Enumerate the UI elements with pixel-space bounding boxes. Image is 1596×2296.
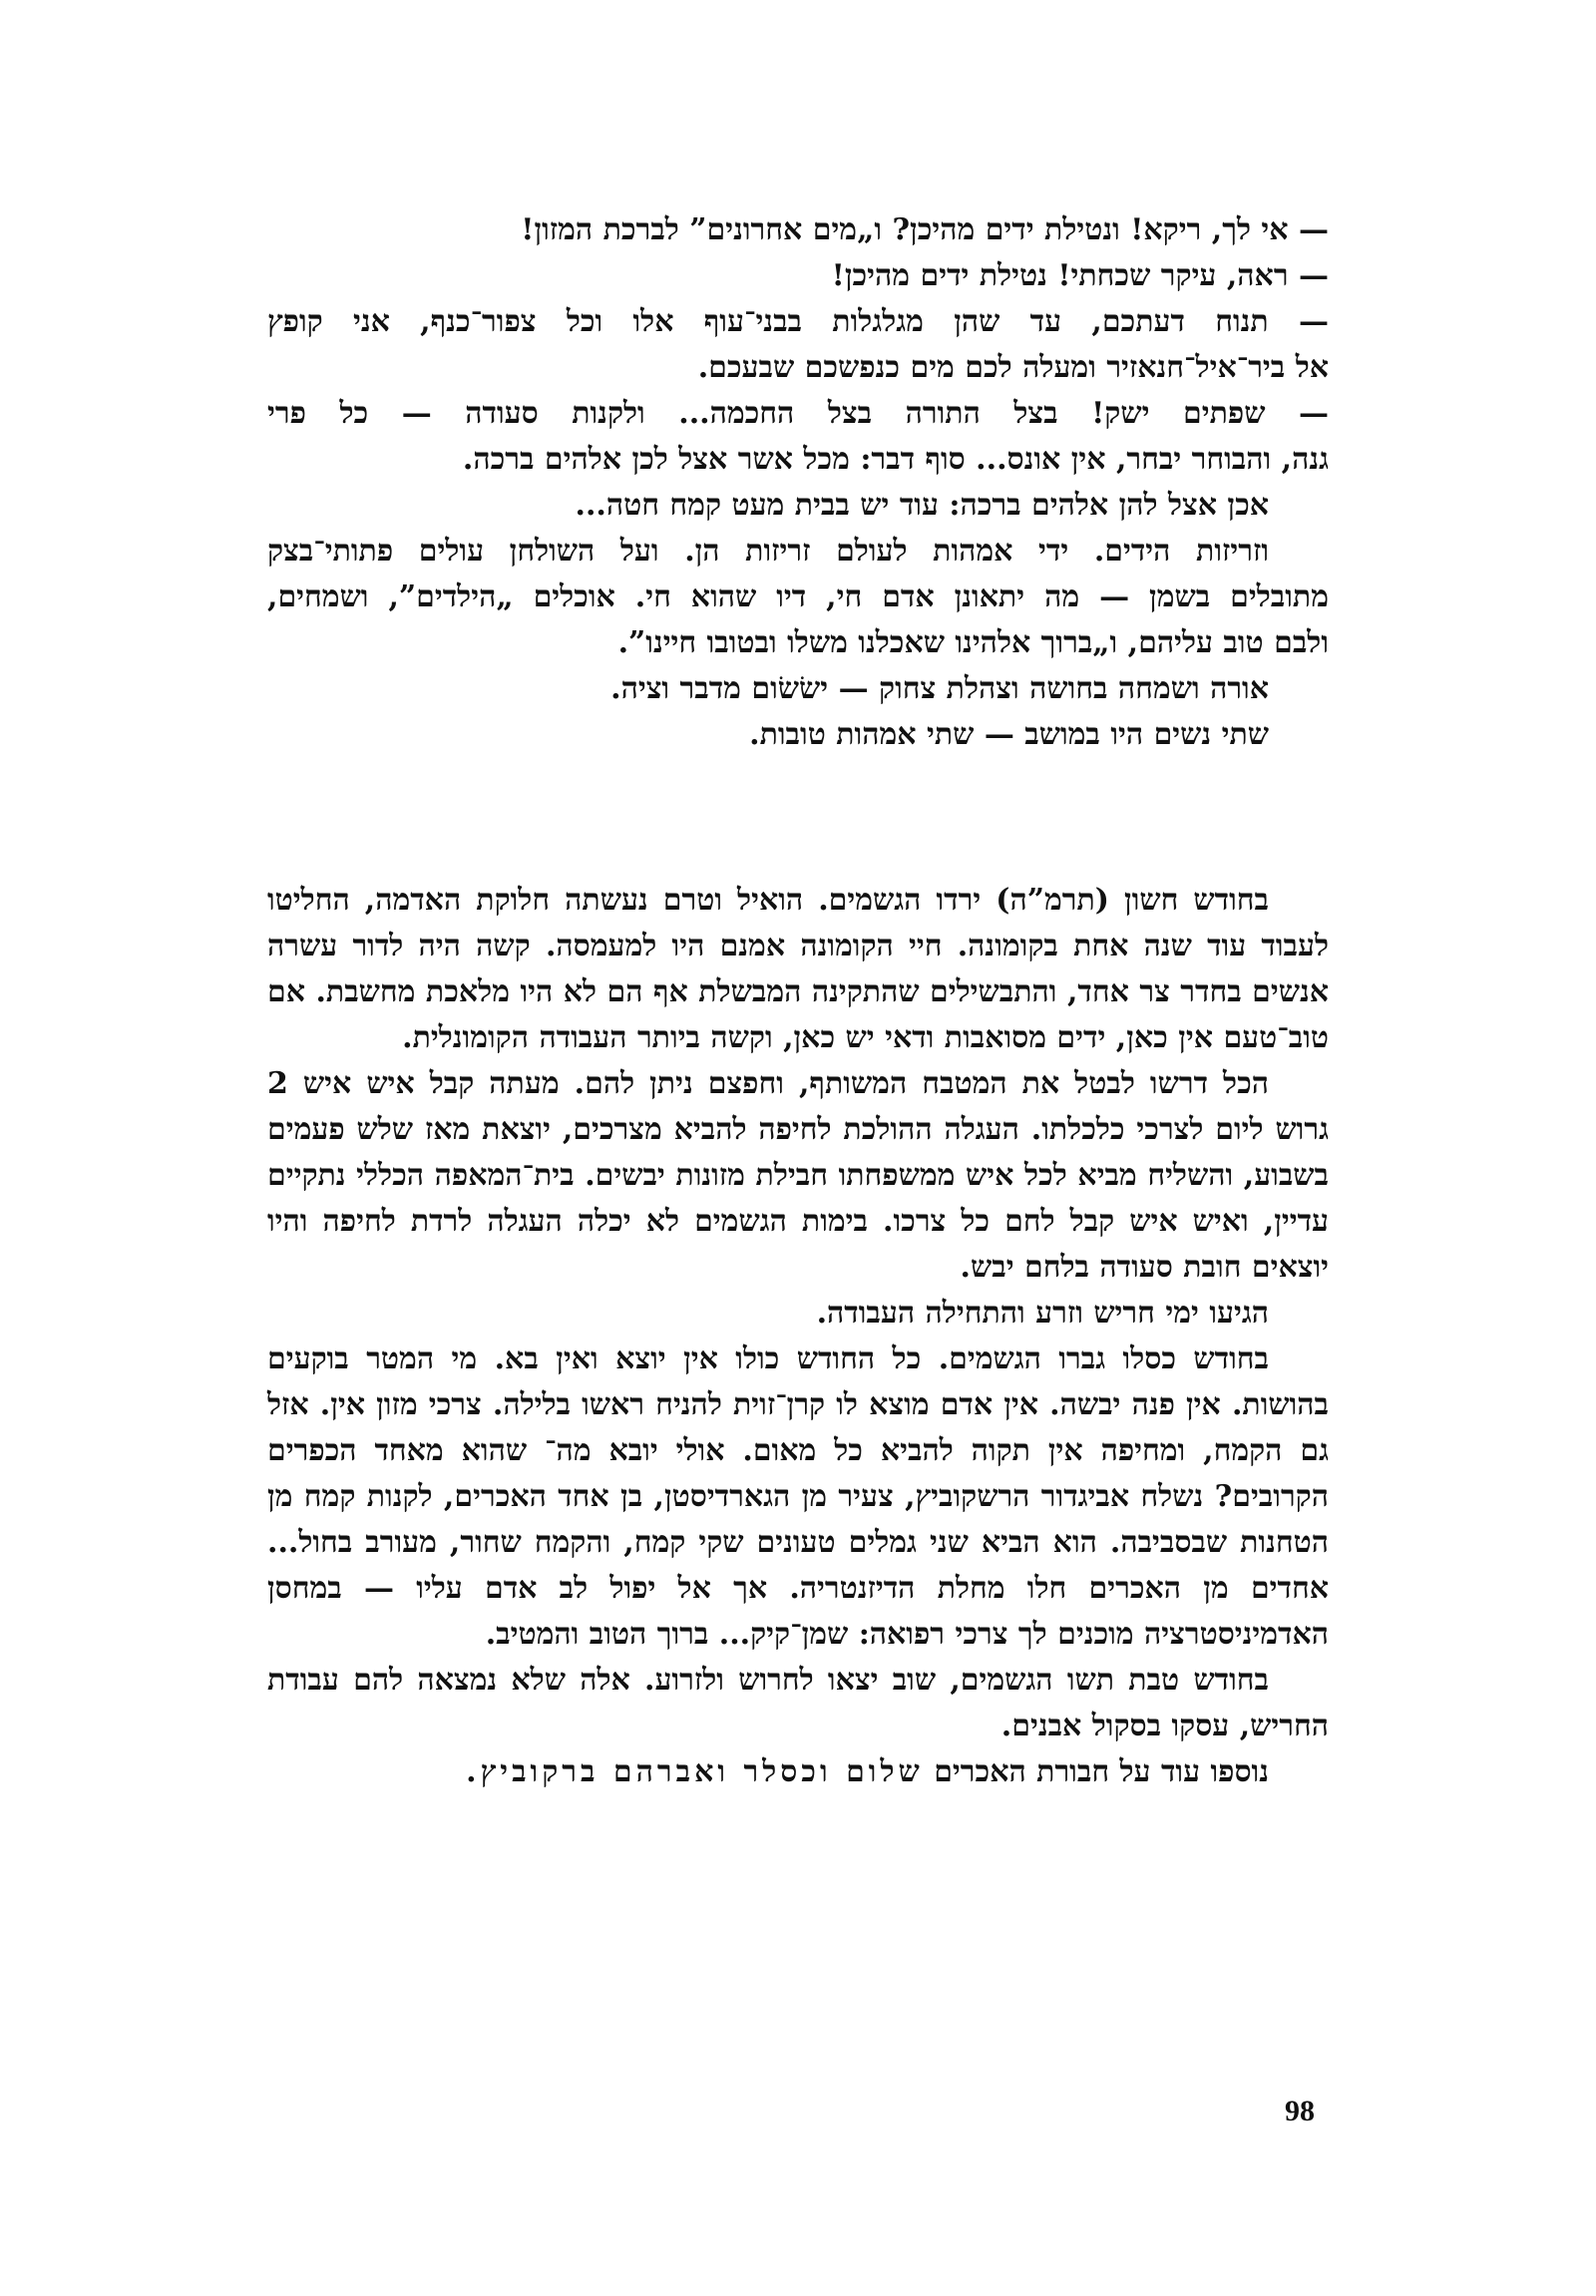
narrative-line: אכן אצל להן אלהים ברכה: עוד יש בבית מעט קמח חטה... xyxy=(575,488,1269,523)
narrative-line: אורה ושמחה בחושה וצהלת צחוק — ישׂשׂום מדבר וציה. xyxy=(610,671,1269,706)
page-number: 98 xyxy=(1285,2095,1315,2127)
narrative-section xyxy=(267,878,1329,1795)
paragraph-last xyxy=(267,1749,1329,1795)
dialogue-section xyxy=(267,207,1329,758)
narrative-line: מתובלים בשמן — מה יתאונן אדם חי, דיו שהוא חי. אוכלים „הילדים”, ושמחים, xyxy=(267,579,1329,614)
narrative-line: ולבם טוב עליהם, ו„ברוך אלהינו שאכלנו משלו ובטובו חיינו”. xyxy=(617,625,1329,660)
dialogue-line: — אי לך, ריקא! ונטילת ידים מהיכן? ו„מים אחרונים” לברכת המזון! xyxy=(521,212,1329,247)
paragraph: בחודש כסלו גברו הגשמים. כל החודש כולו אין יוצא ואין בא. מי המטר בוקעים בהושות. אין פנה יבשה. אין אדם מוצא לו קרן־זוית להניח ראשו בלילה. צרכי מזון אין. אזל גם הקמח, ומחיפה אין תקוה להביא כל מאום. אולי יובא מה־ שהוא מאחד הכפרים הקרובים? נשלח אביגדור הרשקוביץ, צעיר מן הגארדיסטן, בן אחד האכרים, לקנות קמח מן הטחנות שבסביבה. הוא הביא שני גמלים טעונים שקי קמח, והקמח שחור, מעורב בחול... אחדים מן האכרים חלו מחלת הדיזנטריה. אך אל יפול לב אדם עליו — במחסן האדמיניסטרציה מוכנים לך צרכי רפואה: שמן־קיק... ברוך הטוב והמטיב. xyxy=(267,1341,1329,1652)
narrative-line: שתי נשים היו במושב — שתי אמהות טובות. xyxy=(749,717,1269,752)
dialogue-line: אל ביר־איל־חנאזיר ומעלה לכם מים כנפשכם שבעכם. xyxy=(697,350,1329,385)
paragraph: בחודש חשון (תרמ”ה) ירדו הגשמים. הואיל וטרם נעשתה חלוקת האדמה, החליטו לעבוד עוד שנה אחת בקומונה. חיי הקומונה אמנם היו למעמסה. קשה היה לדור עשרה אנשים בחדר צר אחד, והתבשילים שהתקינה המבשלת אף הם לא היו מלאכת מחשבת. אם טוב־טעם אין כאן, ידים מסואבות ודאי יש כאן, וקשה ביותר העבודה הקומונלית. xyxy=(267,883,1330,1055)
dialogue-line: — תנוח דעתכם, עד שהן מגלגלות בבני־עוף אלו וכל צפור־כנף, אני קופץ xyxy=(267,304,1329,339)
paragraph: בחודש טבת תשו הגשמים, שוב יצאו לחרוש ולזרוע. אלה שלא נמצאה להם עבודת החריש, עסקו בסקול אבנים. xyxy=(267,1663,1329,1743)
narrative-line: וזריזות הידים. ידי אמהות לעולם זריזות הן. ועל השולחן עולים פתותי־בצק xyxy=(267,534,1269,569)
dialogue-line: גנה, והבוחר יבחר, אין אונס... סוף דבר: מכל אשר אצל לכן אלהים ברכה. xyxy=(462,442,1329,477)
last-line-prefix: נוספו עוד על חבורת האכרים xyxy=(934,1754,1269,1789)
dialogue-line: — שפתים ישק! בצל התורה בצל החכמה... ולקנות סעודה — כל פרי xyxy=(267,396,1329,431)
paragraph: הגיעו ימי חריש וזרע והתחילה העבודה. xyxy=(816,1296,1269,1331)
dialogue-line: — ראה, עיקר שכחתי! נטילת ידים מהיכן! xyxy=(831,258,1329,293)
paragraph: הכל דרשו לבטל את המטבח המשותף, וחפצם ניתן להם. מעתה קבל איש איש 2 גרוש ליום לצרכי כלכלתו. העגלה ההולכת לחיפה להביא מצרכים, יוצאת מאז שלש פעמים בשבוע, והשליח מביא לכל איש ממשפחתו חבילת מזונות יבשים. בית־המאפה הכללי נתקיים עדיין, ואיש איש קבל לחם כל צרכו. בימות הגשמים לא יכלה העגלה לרדת לחיפה והיו יוצאים חובת סעודה בלחם יבש. xyxy=(267,1066,1329,1285)
spaced-names: שלום וכסלר ואברהם ברקוביץ. xyxy=(466,1754,924,1789)
